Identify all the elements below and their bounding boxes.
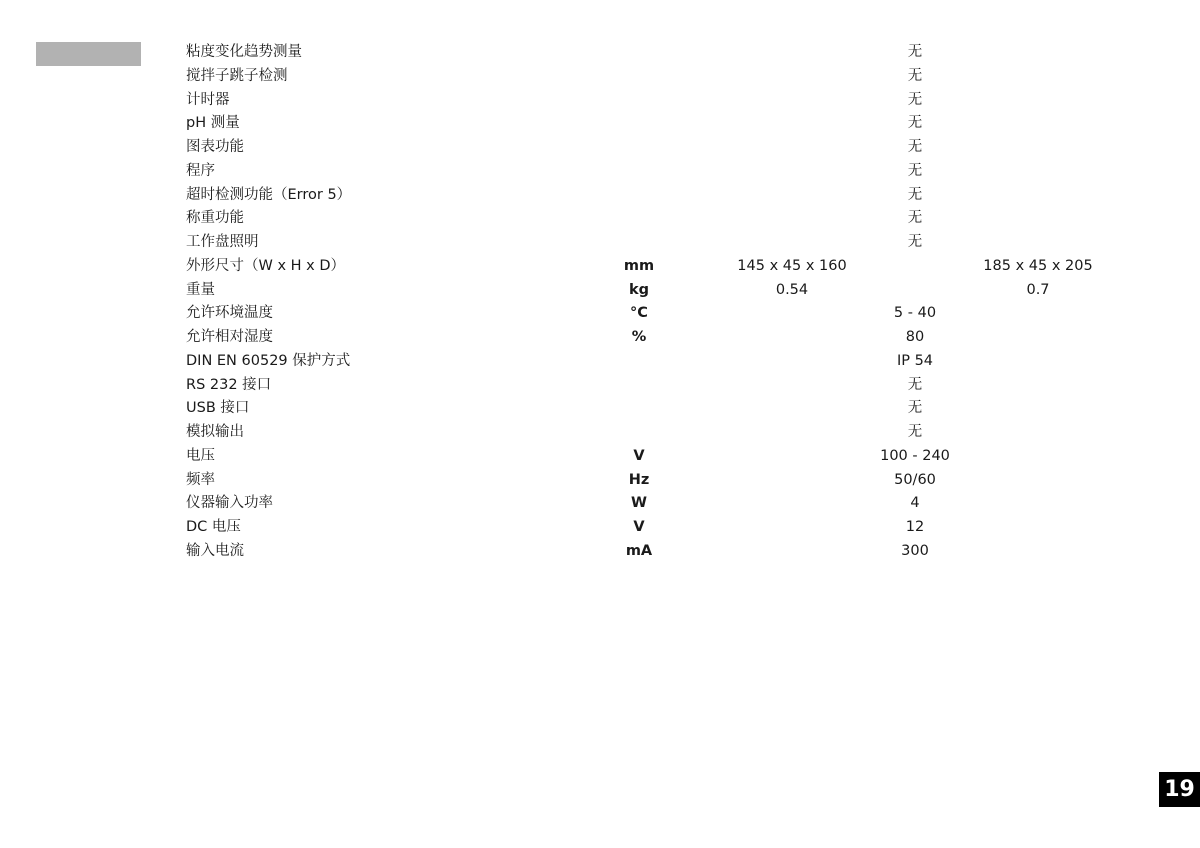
spec-row: [0, 41, 1200, 65]
page-number: 19: [1159, 772, 1200, 807]
spec-value: 无: [907, 424, 923, 440]
spec-value: 无: [907, 400, 923, 417]
spec-value: 无: [907, 186, 923, 203]
spec-row: [0, 65, 1200, 89]
spec-label: 允许相对湿度: [186, 329, 273, 345]
spec-label: 称重功能: [186, 210, 244, 227]
spec-value: 无: [907, 210, 923, 227]
spec-row: [0, 374, 1200, 398]
spec-label: 计时器: [186, 91, 230, 108]
spec-label: 重量: [186, 281, 215, 298]
spec-label: 工作盘照明: [186, 234, 259, 250]
spec-label: 图表功能: [186, 139, 244, 155]
spec-value-model-b: 185 x 45 x 205: [983, 257, 1093, 274]
spec-unit: V: [633, 519, 645, 535]
spec-label: DIN EN 60529 保护方式: [186, 352, 351, 369]
spec-value-model-a: 0.54: [775, 281, 809, 298]
spec-row: [0, 207, 1200, 231]
spec-unit: °C: [630, 305, 648, 322]
spec-label: RS 232 接口: [186, 376, 272, 393]
spec-row: [0, 231, 1200, 255]
spec-unit: mm: [623, 257, 655, 274]
spec-label: DC 电压: [186, 519, 241, 535]
spec-row: [0, 397, 1200, 421]
spec-value: 无: [907, 115, 923, 132]
spec-unit: kg: [628, 281, 650, 298]
spec-row: [0, 160, 1200, 184]
spec-row: [0, 184, 1200, 208]
spec-unit: W: [631, 495, 647, 512]
spec-value: 无: [907, 376, 923, 393]
spec-label: 输入电流: [186, 542, 244, 559]
spec-label: 粘度变化趋势测量: [186, 44, 302, 60]
spec-row: [0, 350, 1200, 374]
spec-value: 100 - 240: [880, 447, 950, 464]
spec-label: 外形尺寸（W x H x D）: [186, 257, 346, 274]
spec-label: USB 接口: [186, 400, 250, 417]
spec-row: [0, 421, 1200, 445]
spec-row: [0, 540, 1200, 564]
spec-label: 频率: [186, 471, 215, 488]
spec-row: [0, 112, 1200, 136]
spec-label: pH 测量: [186, 115, 240, 132]
spec-value-model-a: 145 x 45 x 160: [737, 257, 847, 274]
spec-row: [0, 445, 1200, 469]
spec-value-model-b: 0.7: [1026, 281, 1050, 298]
spec-value: 无: [907, 139, 923, 155]
spec-value: 4: [910, 495, 920, 512]
spec-label: 允许环境温度: [186, 305, 273, 322]
spec-row: [0, 136, 1200, 160]
spec-row: [0, 492, 1200, 516]
spec-value: 无: [907, 162, 923, 179]
spec-row: [0, 279, 1200, 303]
spec-value: 80: [905, 329, 925, 345]
spec-row: [0, 255, 1200, 279]
spec-value: 5 - 40: [893, 305, 937, 322]
spec-label: 超时检测功能（Error 5）: [186, 186, 352, 203]
spec-value: 300: [901, 542, 929, 559]
spec-label: 搅拌子跳子检测: [186, 67, 288, 84]
spec-label: 电压: [186, 447, 215, 464]
spec-unit: V: [633, 447, 645, 464]
spec-row: [0, 469, 1200, 493]
spec-label: 程序: [186, 162, 215, 179]
spec-label: 模拟输出: [186, 424, 244, 440]
spec-label: 仪器输入功率: [186, 495, 273, 512]
spec-row: [0, 326, 1200, 350]
spec-value: IP 54: [896, 352, 934, 369]
spec-value: 50/60: [894, 471, 936, 488]
spec-row: [0, 516, 1200, 540]
spec-unit: %: [631, 329, 647, 345]
spec-unit: Hz: [628, 471, 650, 488]
spec-value: 无: [907, 67, 923, 84]
spec-value: 无: [907, 234, 923, 250]
spec-value: 无: [907, 91, 923, 108]
spec-table: [0, 41, 1200, 564]
spec-value: 12: [905, 519, 925, 535]
spec-row: [0, 302, 1200, 326]
spec-unit: mA: [625, 542, 653, 559]
spec-value: 无: [907, 44, 923, 60]
spec-row: [0, 89, 1200, 113]
